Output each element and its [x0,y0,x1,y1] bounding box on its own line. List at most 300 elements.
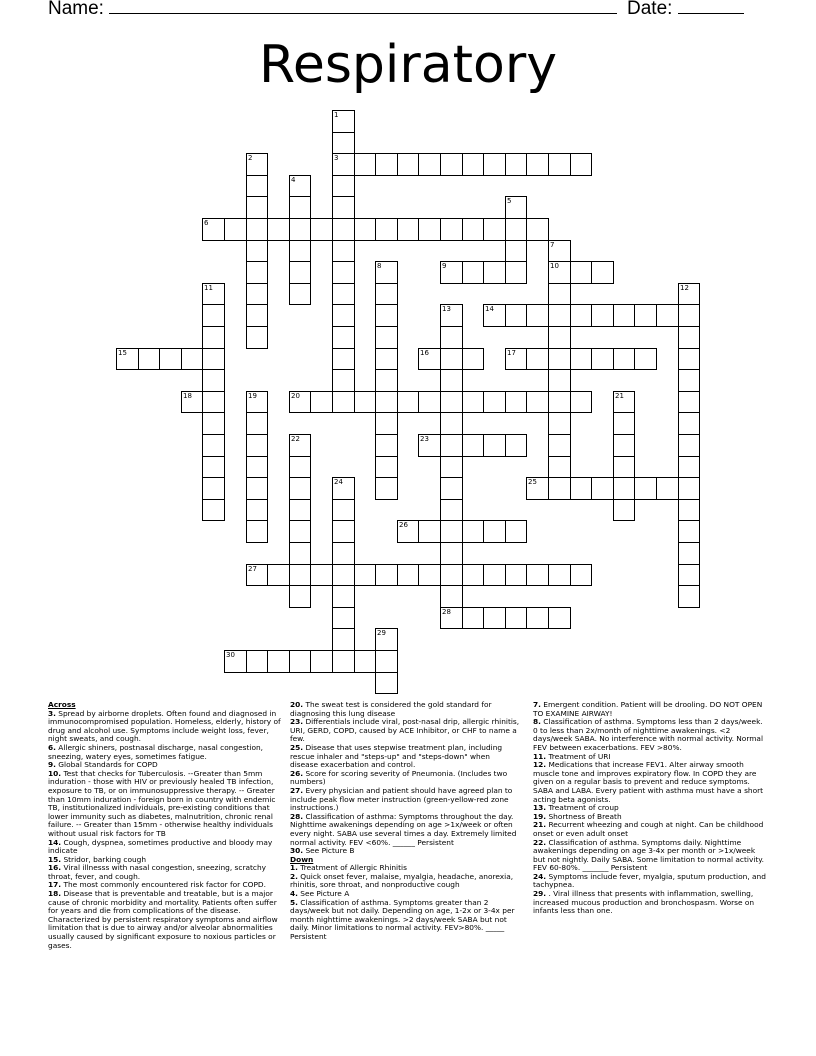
grid-cell[interactable] [505,304,527,327]
grid-cell[interactable] [289,283,311,305]
grid-cell[interactable] [354,153,376,176]
clue-item [290,899,520,942]
grid-cell[interactable] [570,348,592,370]
grid-cell[interactable] [548,283,571,305]
clue-item [48,864,282,881]
grid-cell[interactable] [289,564,311,586]
clue-number: 7 [550,241,555,249]
clue-number: 14 [485,305,494,313]
grid-cell[interactable] [548,456,571,478]
grid-cell[interactable] [332,520,355,543]
grid-cell[interactable] [462,261,484,284]
clue-item-number: 11. [533,751,547,761]
grid-cell[interactable] [505,240,527,262]
clue-item-number: 6. [48,742,56,752]
grid-cell[interactable] [505,218,527,241]
clue-item-number: 5. [290,897,298,907]
grid-cell[interactable] [289,218,311,241]
clue-item-text: Differentials include viral, post-nasal drip, allergic rhinitis, URI, GERD, COPD, caused by ACE Inhibitor, or CHF to name a few. [290,717,520,744]
grid-cell[interactable] [202,326,225,349]
grid-cell[interactable] [202,348,225,370]
grid-cell[interactable] [548,304,571,327]
puzzle-title: Respiratory [259,35,557,95]
grid-cell[interactable] [332,218,355,241]
grid-cell[interactable] [289,477,311,500]
grid-cell[interactable] [246,153,268,176]
grid-cell[interactable] [656,477,679,500]
grid-cell[interactable] [375,391,398,413]
grid-cell[interactable] [548,153,571,176]
grid-cell[interactable] [397,391,419,413]
grid-cell[interactable] [613,434,635,457]
grid-cell[interactable] [246,326,268,349]
grid-cell[interactable] [440,499,463,521]
grid-cell[interactable] [483,391,506,413]
clue-item [290,770,520,787]
grid-cell[interactable] [634,348,657,370]
clue-item [533,718,769,752]
grid-cell[interactable] [267,650,290,673]
clue-item [48,744,282,761]
grid-cell[interactable] [570,304,592,327]
grid-cell[interactable] [440,607,463,629]
grid-cell[interactable] [246,477,268,500]
grid-cell[interactable] [289,542,311,565]
grid-cell[interactable] [202,477,225,500]
grid-cell[interactable] [462,607,484,629]
grid-cell[interactable] [332,369,355,392]
grid-cell[interactable] [440,412,463,435]
grid-cell[interactable] [418,564,441,586]
grid-cell[interactable] [202,369,225,392]
grid-cell[interactable] [440,434,463,457]
grid-cell[interactable] [440,520,463,543]
grid-cell[interactable] [526,304,549,327]
clue-number: 4 [291,176,296,184]
grid-cell[interactable] [678,304,700,327]
grid-cell[interactable] [678,456,700,478]
grid-cell[interactable] [397,564,419,586]
grid-cell[interactable] [310,391,333,413]
grid-cell[interactable] [289,240,311,262]
clue-item-text: . Viral illness that presents with inflammation, swelling, increased mucous production and bronchospasm. Worse on infants less than one. [533,889,755,916]
date-label: Date: [627,0,673,19]
clue-item-text: Classification of asthma. Symptoms daily. Nighttime awakenings depending on age 3-4x per month or >1x/week but not nightly. Daily SABA. Some limitation to normal activity. FEV 60-80%. _______ Persistent [533,837,764,873]
clue-number: 1 [334,111,339,119]
clue-item-number: 14. [48,837,62,847]
grid-cell[interactable] [548,261,571,284]
grid-cell[interactable] [289,261,311,284]
grid-cell[interactable] [440,391,463,413]
clue-item [290,718,520,744]
grid-cell[interactable] [375,564,398,586]
grid-cell[interactable] [483,607,506,629]
clue-number: 28 [442,608,451,616]
grid-cell[interactable] [310,564,333,586]
clue-item-text: Shortness of Breath [546,811,622,821]
grid-cell[interactable] [246,196,268,219]
grid-cell[interactable] [289,499,311,521]
grid-cell[interactable] [505,261,527,284]
grid-cell[interactable] [505,564,527,586]
grid-cell[interactable] [505,153,527,176]
grid-cell[interactable] [440,304,463,327]
clue-item [533,873,769,890]
clue-item-text: Cough, dyspnea, sometimes productive and bloody may indicate [48,837,273,856]
grid-cell[interactable] [332,477,355,500]
grid-cell[interactable] [418,434,441,457]
clue-item-text: Treatment of Allergic Rhinitis [297,863,407,873]
grid-cell[interactable] [224,650,247,673]
clue-item-number: 3. [48,708,56,718]
grid-cell[interactable] [678,499,700,521]
grid-cell[interactable] [483,434,506,457]
clues-column-3 [533,701,769,916]
grid-cell[interactable] [246,391,268,413]
clue-item-number: 12. [533,760,547,770]
clue-item-text: Classification of asthma. Symptoms greater than 2 days/week but not daily. Depending on age, 1-2x or 3-4x per month nighttime awakenings. >2 days/week SABA but not daily. Minor limitations to normal activity. FEV>80%. _____ Persistent [290,897,515,942]
grid-cell[interactable] [332,132,355,154]
grid-cell[interactable] [397,153,419,176]
clue-item-text: Viral illnesss with nasal congestion, sneezing, scratchy throat, fever, and cough. [48,863,267,881]
clue-item-text: Classification of asthma: Symptoms throughout the day. Nighttime awakenings depending on age >1x/week or often every night. SABA use several times a day. Extremely limited normal activity. FEV <60%. ______ Persistent [290,811,517,847]
grid-cell[interactable] [181,391,203,413]
grid-cell[interactable] [548,412,571,435]
grid-cell[interactable] [634,304,657,327]
clue-section-heading: Down [290,854,314,864]
clue-number: 8 [377,262,382,270]
grid-cell[interactable] [375,218,398,241]
grid-cell[interactable] [332,650,355,673]
grid-cell[interactable] [332,585,355,608]
grid-cell[interactable] [332,391,355,413]
grid-cell[interactable] [505,520,527,543]
grid-cell[interactable] [246,218,268,241]
grid-cell[interactable] [462,391,484,413]
grid-cell[interactable] [202,456,225,478]
grid-cell[interactable] [678,391,700,413]
grid-cell[interactable] [332,564,355,586]
grid-cell[interactable] [505,434,527,457]
clues-column-2 [290,701,520,942]
grid-cell[interactable] [613,412,635,435]
grid-cell[interactable] [548,607,571,629]
grid-cell[interactable] [202,434,225,457]
grid-cell[interactable] [246,412,268,435]
grid-cell[interactable] [548,240,571,262]
grid-cell[interactable] [570,153,592,176]
clue-item-number: 10. [48,768,62,778]
grid-cell[interactable] [332,283,355,305]
clue-number: 30 [226,651,235,659]
clue-item-text: Disease that uses stepwise treatment plan, including rescue inhaler and "steps-up" and "steps-down" when disease exacerbation and control. [290,742,503,770]
grid-cell[interactable] [246,304,268,327]
grid-cell[interactable] [483,218,506,241]
grid-cell[interactable] [548,326,571,349]
clue-item-text: Test that checks for Tuberculosis. --Greater than 5mm induration - those with HIV or previously healed TB infection, exposure to TB, or on immunosuppressive therapy. -- Greater than 10mm induration - foreign born in country with endemic TB, institutionalized individuals, pre-existing conditions that lower immunity such as diabetes, malnutrition, chronic renal failure. -- Greater than 15mm - otherwise healthy individuals without usual risk factors for TB [48,768,276,838]
grid-cell[interactable] [289,585,311,608]
grid-cell[interactable] [526,153,549,176]
grid-cell[interactable] [332,261,355,284]
grid-cell[interactable] [332,153,355,176]
grid-cell[interactable] [418,348,441,370]
grid-cell[interactable] [505,391,527,413]
grid-cell[interactable] [375,369,398,392]
grid-cell[interactable] [570,477,592,500]
grid-cell[interactable] [591,304,614,327]
grid-cell[interactable] [375,261,398,284]
grid-cell[interactable] [591,261,614,284]
clue-item-text: Allergic shiners, postnasal discharge, nasal congestion, sneezing, watery eyes, sometimes fatigue. [48,742,264,761]
grid-cell[interactable] [462,348,484,370]
grid-cell[interactable] [202,283,225,305]
grid-cell[interactable] [354,650,376,673]
clue-item [533,890,769,916]
clue-item [290,813,520,847]
grid-cell[interactable] [375,650,398,673]
grid-cell[interactable] [505,607,527,629]
grid-cell[interactable] [678,326,700,349]
clue-item [533,821,769,838]
grid-cell[interactable] [289,196,311,219]
grid-cell[interactable] [375,412,398,435]
clue-item-number: 27. [290,785,304,795]
grid-cell[interactable] [332,326,355,349]
grid-cell[interactable] [375,477,398,500]
clue-item-text: Treatment of croup [546,803,619,813]
grid-cell[interactable] [116,348,139,370]
clue-item-text: Medications that increase FEV1. Alter airway smooth muscle tone and improves expiratory flow. In COPD they are given on a regular basis to prevent and reduce symptoms. SABA and LABA. Every patient with asthma must have a short acting beta agonists. [533,760,764,804]
clue-item-number: 26. [290,768,304,778]
grid-cell[interactable] [397,520,419,543]
grid-cell[interactable] [181,348,203,370]
grid-cell[interactable] [440,585,463,608]
grid-cell[interactable] [483,153,506,176]
grid-cell[interactable] [289,175,311,197]
grid-cell[interactable] [289,650,311,673]
grid-cell[interactable] [678,412,700,435]
grid-cell[interactable] [440,564,463,586]
grid-cell[interactable] [246,175,268,197]
clue-number: 29 [377,629,386,637]
grid-cell[interactable] [289,391,311,413]
grid-cell[interactable] [678,348,700,370]
grid-cell[interactable] [332,499,355,521]
grid-cell[interactable] [375,456,398,478]
grid-cell[interactable] [246,650,268,673]
grid-cell[interactable] [526,477,549,500]
grid-cell[interactable] [526,564,549,586]
clue-item-number: 16. [48,863,62,873]
grid-cell[interactable] [570,564,592,586]
grid-cell[interactable] [289,456,311,478]
grid-cell[interactable] [440,153,463,176]
grid-cell[interactable] [202,499,225,521]
grid-cell[interactable] [678,477,700,500]
grid-cell[interactable] [634,477,657,500]
grid-cell[interactable] [310,218,333,241]
grid-cell[interactable] [440,477,463,500]
grid-cell[interactable] [526,218,549,241]
grid-cell[interactable] [570,261,592,284]
grid-cell[interactable] [332,348,355,370]
grid-cell[interactable] [548,391,571,413]
grid-cell[interactable] [548,434,571,457]
clue-number: 10 [550,262,559,270]
grid-cell[interactable] [289,520,311,543]
grid-cell[interactable] [397,218,419,241]
clue-section-heading: Across [48,700,76,709]
clue-number: 2 [248,154,253,162]
grid-cell[interactable] [678,585,700,608]
grid-cell[interactable] [591,477,614,500]
clue-item-number: 13. [533,803,547,813]
grid-cell[interactable] [613,499,635,521]
grid-cell[interactable] [656,304,679,327]
clue-item [48,770,282,839]
grid-cell[interactable] [678,369,700,392]
grid-cell[interactable] [246,434,268,457]
grid-cell[interactable] [159,348,182,370]
grid-cell[interactable] [483,304,506,327]
grid-cell[interactable] [678,520,700,543]
grid-cell[interactable] [375,304,398,327]
clue-item-number: 15. [48,854,62,864]
grid-cell[interactable] [375,434,398,457]
grid-cell[interactable] [418,391,441,413]
grid-cell[interactable] [613,304,635,327]
grid-cell[interactable] [332,240,355,262]
grid-cell[interactable] [678,434,700,457]
grid-cell[interactable] [289,434,311,457]
grid-cell[interactable] [332,542,355,565]
grid-cell[interactable] [310,650,333,673]
grid-cell[interactable] [224,218,247,241]
grid-cell[interactable] [613,348,635,370]
grid-cell[interactable] [246,456,268,478]
grid-cell[interactable] [354,391,376,413]
grid-cell[interactable] [483,564,506,586]
name-label: Name: [48,0,104,19]
grid-cell[interactable] [375,672,398,694]
grid-cell[interactable] [332,628,355,651]
clue-number: 12 [680,284,689,292]
grid-cell[interactable] [440,348,463,370]
grid-cell[interactable] [613,477,635,500]
grid-cell[interactable] [202,218,225,241]
clue-item-text: Recurrent wheezing and cough at night. Can be childhood onset or even adult onset [533,820,764,838]
grid-cell[interactable] [418,520,441,543]
grid-cell[interactable] [678,283,700,305]
clue-item-number: 21. [533,820,547,830]
grid-cell[interactable] [440,456,463,478]
grid-cell[interactable] [526,607,549,629]
grid-cell[interactable] [202,391,225,413]
grid-cell[interactable] [548,348,571,370]
grid-cell[interactable] [332,607,355,629]
grid-cell[interactable] [267,564,290,586]
grid-cell[interactable] [678,542,700,565]
grid-cell[interactable] [462,153,484,176]
grid-cell[interactable] [246,564,268,586]
grid-cell[interactable] [332,304,355,327]
grid-cell[interactable] [354,564,376,586]
grid-cell[interactable] [440,218,463,241]
clue-item [290,847,520,856]
grid-cell[interactable] [267,218,290,241]
grid-cell[interactable] [483,261,506,284]
grid-cell[interactable] [246,261,268,284]
grid-cell[interactable] [526,348,549,370]
grid-cell[interactable] [375,348,398,370]
grid-cell[interactable] [418,218,441,241]
grid-cell[interactable] [332,175,355,197]
grid-cell[interactable] [375,628,398,651]
grid-cell[interactable] [613,391,635,413]
grid-cell[interactable] [246,499,268,521]
grid-cell[interactable] [246,520,268,543]
clue-number: 6 [204,219,209,227]
clue-item-text: See Picture B [303,846,355,856]
grid-cell[interactable] [138,348,160,370]
clue-item-number: 18. [48,889,62,899]
grid-cell[interactable] [505,348,527,370]
clue-item-number: 9. [48,760,56,770]
grid-cell[interactable] [375,283,398,305]
grid-cell[interactable] [462,434,484,457]
grid-cell[interactable] [462,564,484,586]
grid-cell[interactable] [613,456,635,478]
clue-item-text: The sweat test is considered the gold standard for diagnosing this lung disease [290,700,492,718]
grid-cell[interactable] [526,391,549,413]
grid-cell[interactable] [375,326,398,349]
clue-number: 15 [118,349,127,357]
grid-cell[interactable] [462,218,484,241]
grid-cell[interactable] [591,348,614,370]
grid-cell[interactable] [354,218,376,241]
clue-item-text: Quick onset fever, malaise, myalgia, headache, anorexia, rhinitis, sore throat, and nonproductive cough [290,871,514,890]
clue-item [290,873,520,890]
grid-cell[interactable] [505,196,527,219]
clue-number: 25 [528,478,537,486]
grid-cell[interactable] [483,520,506,543]
grid-cell[interactable] [246,240,268,262]
clue-item-number: 20. [290,700,304,709]
grid-cell[interactable] [375,153,398,176]
grid-cell[interactable] [440,369,463,392]
clue-item-text: Symptoms include fever, myalgia, sputum production, and tachypnea. [533,871,766,890]
clue-item [290,744,520,770]
grid-cell[interactable] [246,283,268,305]
grid-cell[interactable] [462,520,484,543]
grid-cell[interactable] [332,196,355,219]
grid-cell[interactable] [548,564,571,586]
clue-number: 17 [507,349,516,357]
grid-cell[interactable] [418,153,441,176]
grid-cell[interactable] [440,542,463,565]
grid-cell[interactable] [440,326,463,349]
grid-cell[interactable] [202,304,225,327]
grid-cell[interactable] [678,564,700,586]
grid-cell[interactable] [548,477,571,500]
grid-cell[interactable] [548,369,571,392]
grid-cell[interactable] [570,391,592,413]
grid-cell[interactable] [440,261,463,284]
grid-cell[interactable] [202,412,225,435]
clue-number: 13 [442,305,451,313]
clue-number: 27 [248,565,257,573]
grid-cell[interactable] [332,110,355,133]
